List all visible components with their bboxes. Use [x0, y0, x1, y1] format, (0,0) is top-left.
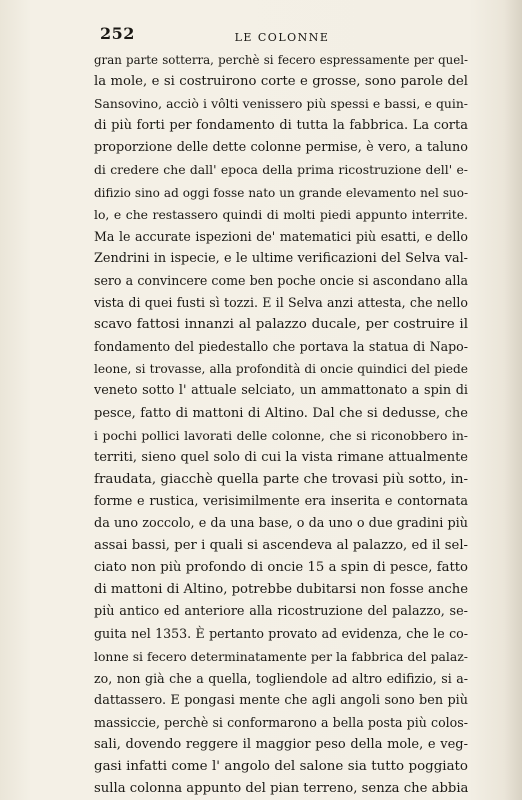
- text-line: Ma le accurate ispezioni de' matematici più esatti, e dello: [94, 228, 468, 244]
- page-edge-shadow: [504, 0, 522, 800]
- text-line: Zendrini in ispecie, e le ultime verificazioni del Selva val-: [94, 250, 468, 266]
- body-text: [94, 49, 468, 800]
- text-line: zo, non già che a quella, togliendole ad altro edifizio, si a-: [94, 670, 468, 686]
- text-line: guita nel 1353. È pertanto provato ad evidenza, che le co-: [94, 626, 468, 642]
- text-line: i pochi pollici lavorati delle colonne, che si riconobbero in-: [94, 427, 468, 443]
- text-line: scavo fattosi innanzi al palazzo ducale, per costruire il: [94, 317, 468, 333]
- text-line: gasi infatti come l' angolo del salone sia tutto poggiato: [94, 759, 468, 774]
- text-line: di credere che dall' epoca della prima ricostruzione dell' e-: [94, 162, 468, 178]
- text-line: leone, si trovasse, alla profondità di oncie quindici del piede: [94, 362, 468, 377]
- text-line: ciato non più profondo di oncie 15 a spin di pesce, fatto: [94, 560, 468, 576]
- text-line: assai bassi, per i quali si ascendeva al palazzo, ed il sel-: [94, 538, 468, 554]
- text-line: gran parte sotterra, perchè si fecero espressamente per quel-: [94, 53, 468, 67]
- text-line: da uno zoccolo, e da una base, o da uno o due gradini più: [94, 515, 468, 531]
- text-line: dattassero. E pongasi mente che agli angoli sono ben più: [94, 692, 468, 708]
- text-line: di mattoni di Altino, potrebbe dubitarsi non fosse anche: [94, 582, 468, 598]
- text-line: la mole, e si costruirono corte e grosse, sono parole del: [94, 74, 468, 90]
- text-line: lonne si fecero determinatamente per la fabbrica del palaz-: [94, 648, 468, 664]
- text-line: Sansovino, acciò i vôlti venissero più spessi e bassi, e quin-: [94, 96, 468, 112]
- text-line: fraudata, giacchè quella parte che trovasi più sotto, in-: [94, 471, 468, 487]
- text-line: lo, e che restassero quindi di molti piedi appunto interrite.: [94, 206, 468, 222]
- text-line: territi, sieno quel solo di cui la vista rimane attualmente: [94, 449, 468, 465]
- text-line: massiccie, perchè si conformarono a bella posta più colos-: [94, 714, 468, 730]
- text-line: sali, dovendo reggere il maggior peso della mole, e veg-: [94, 736, 468, 752]
- text-line: proporzione delle dette colonne permise, è vero, a taluno: [94, 140, 468, 156]
- text-line: sero a convincere come ben poche oncie si ascondano alla: [94, 272, 468, 288]
- running-head-title: LE COLONNE: [234, 31, 330, 44]
- text-line: forme e rustica, verisimilmente era inserita e contornata: [94, 493, 468, 509]
- page-number: 252: [100, 24, 135, 43]
- text-line: veneto sotto l' attuale selciato, un ammattonato a spin di: [94, 383, 468, 399]
- text-line: difizio sino ad oggi fosse nato un grande elevamento nel suo-: [94, 185, 468, 200]
- text-line: fondamento del piedestallo che portava la statua di Napo-: [94, 339, 468, 355]
- text-line: più antico ed anteriore alla ricostruzione del palazzo, se-: [94, 604, 468, 620]
- text-line: vista di quei fusti sì tozzi. E il Selva anzi attesta, che nello: [94, 295, 468, 311]
- text-line: sulla colonna appunto del pian terreno, senza che abbia: [94, 781, 468, 797]
- text-line: di più forti per fondamento di tutta la fabbrica. La corta: [94, 118, 468, 134]
- text-line: pesce, fatto di mattoni di Altino. Dal che si dedusse, che: [94, 405, 468, 421]
